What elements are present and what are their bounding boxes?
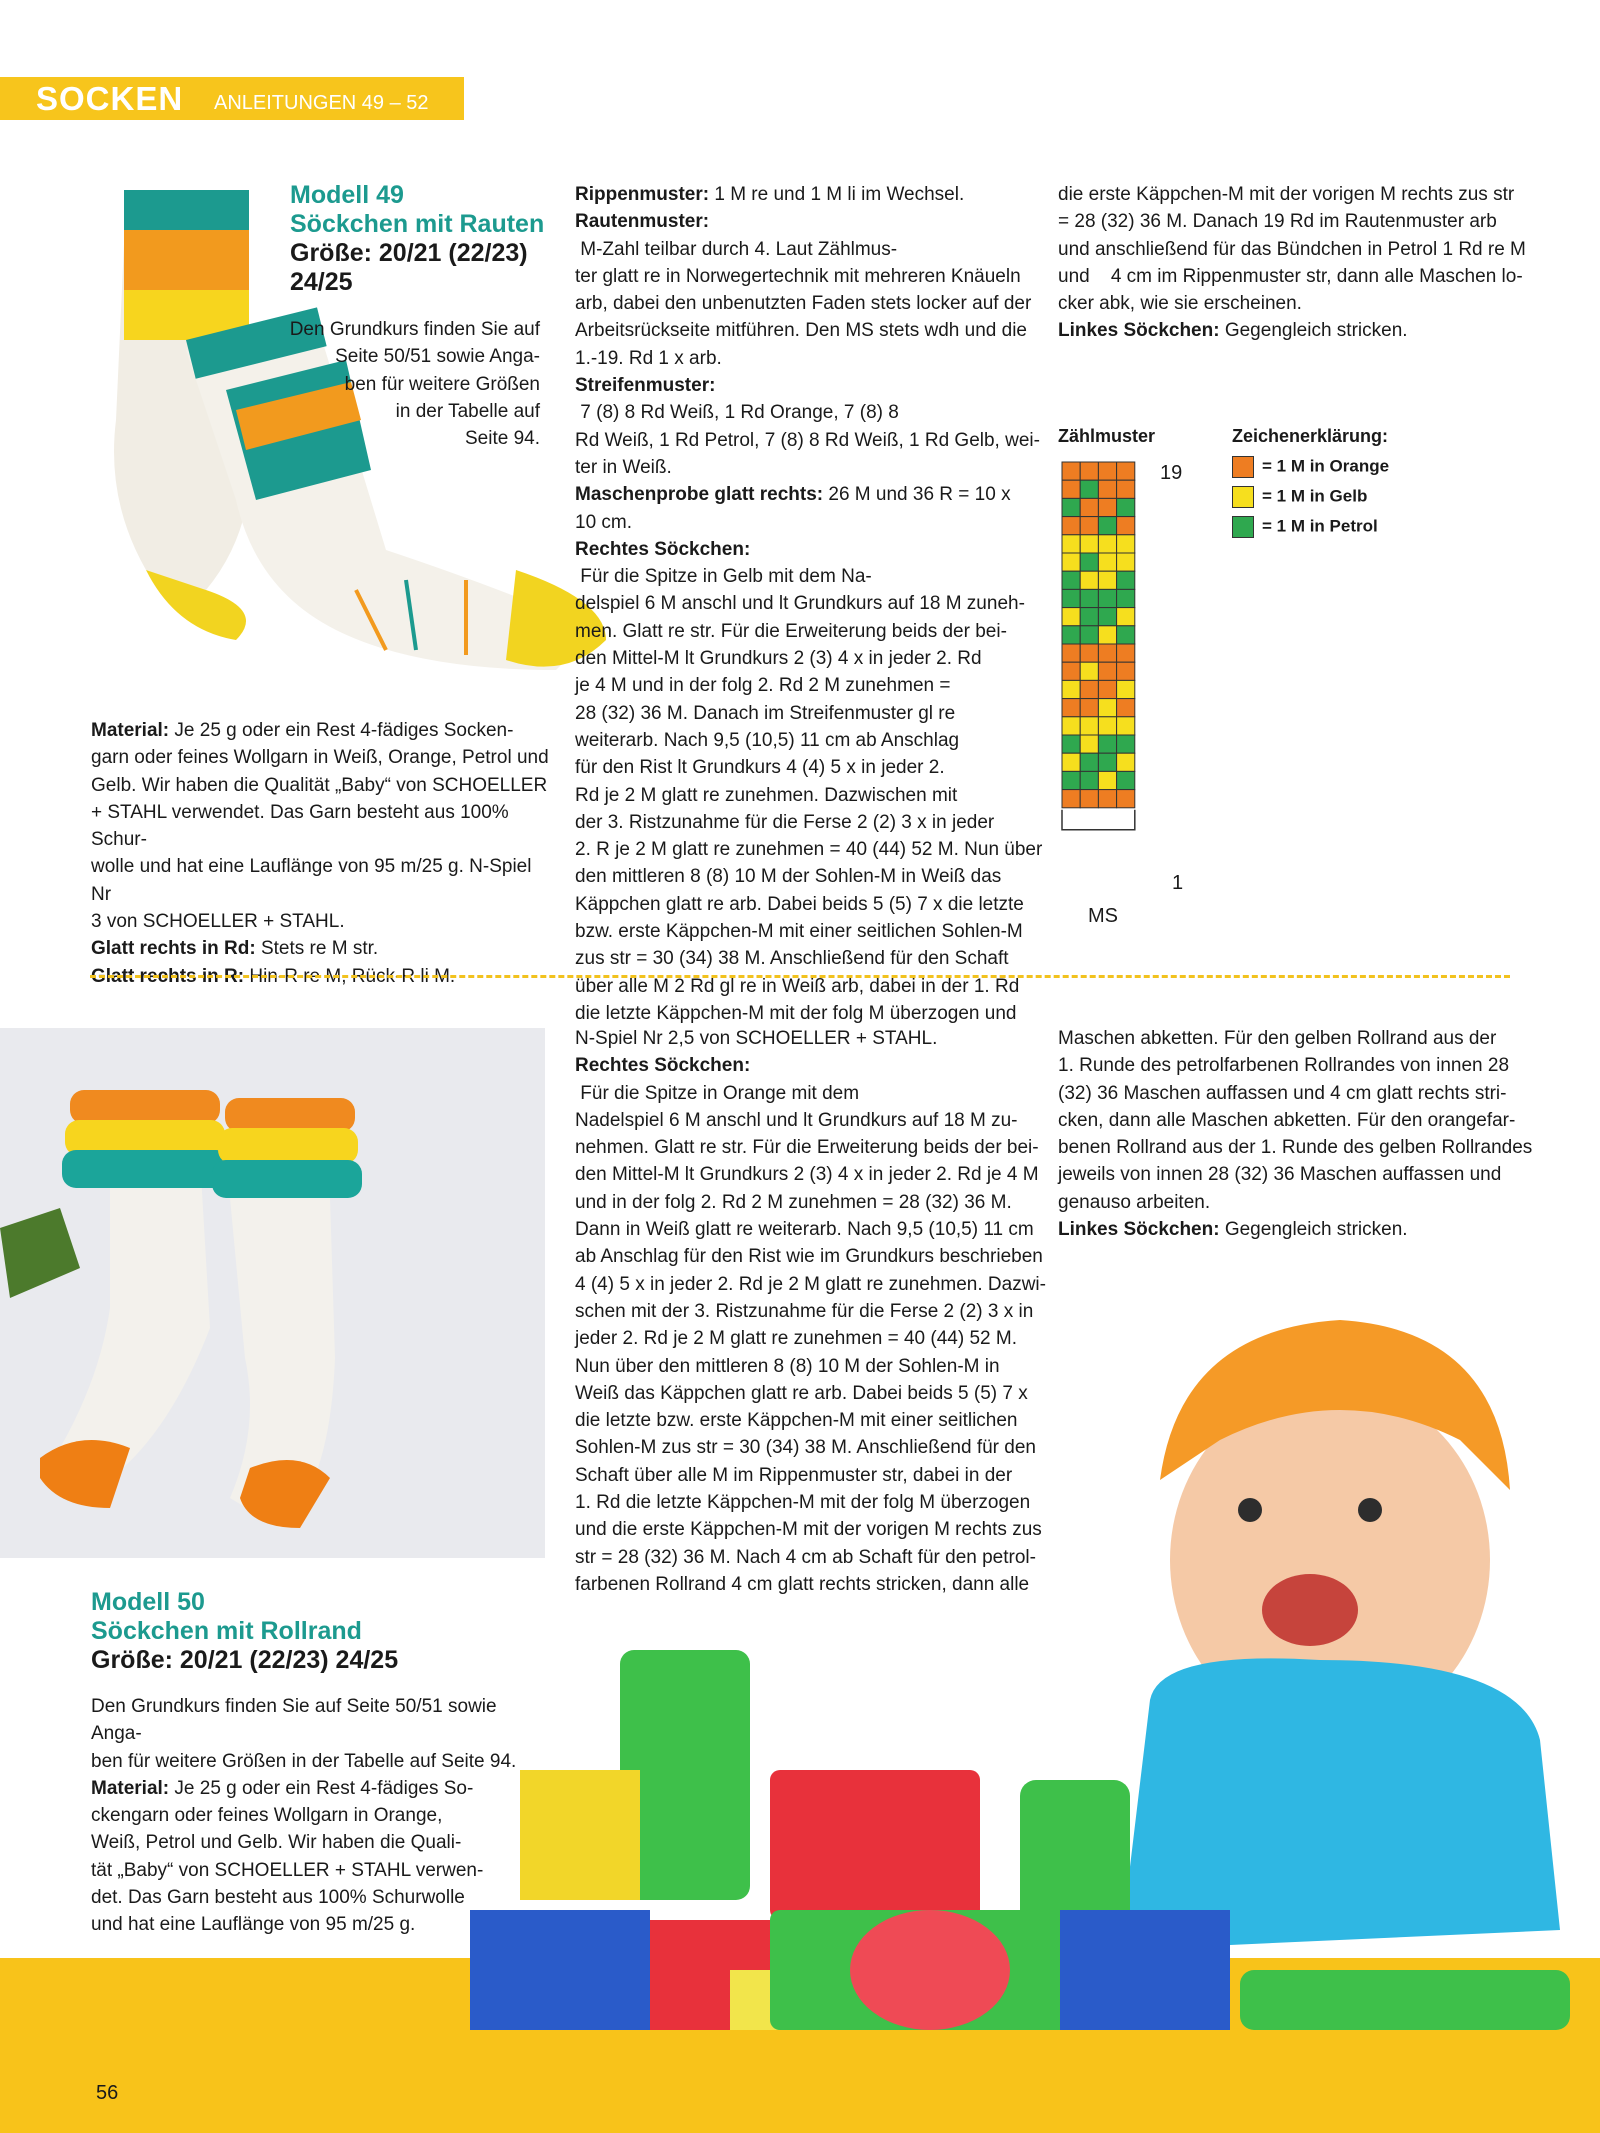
chart-cell (1117, 644, 1135, 662)
chart-cell (1098, 680, 1116, 698)
text-line (575, 918, 1025, 945)
page-number: 56 (96, 2082, 119, 2104)
text-span: genauso arbeiten. (1058, 1191, 1211, 1213)
model-49-size-line2: 24/25 (290, 268, 353, 296)
chart-cell (1080, 480, 1098, 498)
text-span: delspiel 6 M anschl und lt Grundkurs auf 18 M zuneh- (575, 593, 1025, 615)
chart-cell (1062, 644, 1080, 662)
legend-item-orange (1232, 456, 1389, 478)
text-line: Gelb. Wir haben die Qualität „Baby“ von SCHOELLER (91, 774, 548, 796)
label-bold: Linkes Söckchen: (1058, 320, 1220, 342)
chart-cell (1062, 735, 1080, 753)
chart-cell (1080, 771, 1098, 789)
section-divider (90, 975, 1510, 978)
text-span: Dann in Weiß glatt re weiterarb. Nach 9,5 (10,5) 11 cm (575, 1219, 1034, 1241)
text-line (575, 1052, 1025, 1107)
text-span: für den Rist lt Grundkurs 4 (4) 5 x in jeder 2. (575, 757, 945, 779)
text-line (91, 935, 551, 962)
text-line (1058, 208, 1513, 235)
chart-cell (1062, 717, 1080, 735)
chart-cell (1062, 498, 1080, 516)
chart-row-bottom-label: 1 (1172, 872, 1184, 894)
label-bold: Rautenmuster: (575, 211, 710, 233)
text-span: und die erste Käppchen-M mit der vorigen M rechts zus (575, 1519, 1042, 1541)
chart-row-top-label: 19 (1160, 462, 1183, 484)
model-50-number: Modell 50 (91, 1588, 205, 1616)
text-line (1058, 1134, 1533, 1161)
text-line (575, 290, 1032, 317)
text-line (575, 345, 1025, 372)
text-line (575, 809, 1025, 836)
text-span: N-Spiel Nr 2,5 von SCHOELLER + STAHL. (575, 1028, 938, 1049)
chart-cell (1080, 626, 1098, 644)
text-span: (32) 36 Maschen auffassen und 4 cm glatt rechts stri- (1058, 1082, 1507, 1104)
text-line (575, 700, 1025, 727)
model-49-intro (250, 316, 540, 452)
chart-cell (1080, 717, 1098, 735)
text-span: bzw. erste Käppchen-M mit einer seitlichen Sohlen-M (575, 921, 1023, 943)
repeat-bracket (1062, 810, 1135, 830)
chart-cell (1062, 571, 1080, 589)
chart-cell (1098, 517, 1116, 535)
text-line (575, 536, 1025, 591)
text-span: den Mittel-M lt Grundkurs 2 (3) 4 x in jeder 2. Rd je 4 M (575, 1164, 1039, 1186)
label-bold: Glatt rechts in R: (91, 965, 245, 987)
text-line: Den Grundkurs finden Sie auf Seite 50/51 sowie Anga- (91, 1696, 497, 1745)
chart-cell (1062, 771, 1080, 789)
text-line: Weiß, Petrol und Gelb. Wir haben die Quali- (91, 1832, 462, 1854)
chart-cell (1117, 553, 1135, 571)
intro-line: Seite 94. (465, 428, 540, 450)
chart-cell (1098, 535, 1116, 553)
chart-cell (1117, 771, 1135, 789)
text-line (575, 672, 1025, 699)
legend-label: = 1 M in Petrol (1262, 516, 1378, 536)
text-line (1058, 1052, 1513, 1079)
chart-cell (1098, 498, 1116, 516)
text-span: je 4 M und in der folg 2. Rd 2 M zunehmen = (575, 675, 951, 697)
section-title: SOCKEN (36, 80, 184, 117)
text-span: 1. Runde des petrolfarbenen Rollrandes von innen 28 (1058, 1055, 1510, 1077)
text-line (575, 454, 1025, 481)
text-span: Arbeitsrückseite mitführen. Den MS stets wdh und die (575, 320, 1027, 342)
text-span: 26 M und 36 R = 10 x (823, 484, 1011, 506)
intro-line: ben für weitere Größen (344, 373, 540, 395)
text-line (575, 181, 1025, 208)
text-span: Für die Spitze in Gelb mit dem Na- (575, 566, 872, 588)
chart-cell (1117, 626, 1135, 644)
text-line (575, 481, 1025, 508)
text-span: Nun über den mittleren 8 (8) 10 M der Sohlen-M in (575, 1355, 1000, 1377)
text-line: und hat eine Lauflänge von 95 m/25 g. (91, 1914, 416, 1936)
text-span: jeder 2. Rd je 2 M glatt re zunehmen = 40 (44) 52 M. (575, 1328, 1017, 1350)
chart-title: Zählmuster (1058, 426, 1156, 446)
label-bold: Streifenmuster: (575, 375, 716, 397)
chart-cell (1117, 680, 1135, 698)
chart-cell (1117, 498, 1135, 516)
text-span: die letzte bzw. erste Käppchen-M mit einer seitlichen (575, 1410, 1018, 1432)
chart-cell (1062, 662, 1080, 680)
chart-cell (1117, 699, 1135, 717)
chart-cell (1080, 589, 1098, 607)
intro-line: Seite 50/51 sowie Anga- (335, 346, 540, 368)
text-line (575, 263, 1025, 290)
label-bold: Maschenprobe glatt rechts: (575, 484, 824, 506)
legend-title: Zeichenerklärung: (1232, 426, 1389, 446)
section-subtitle: ANLEITUNGEN 49 – 52 (214, 92, 429, 114)
model-49-name: Söckchen mit Rauten (290, 210, 545, 238)
text-line (1058, 1107, 1516, 1134)
text-span: Je 25 g oder ein Rest 4-fädiges Socken- (169, 720, 514, 741)
text-line (575, 1000, 1025, 1027)
text-span: 1. Rd die letzte Käppchen-M mit der folg M überzogen (575, 1492, 1031, 1514)
chart-cell (1098, 735, 1116, 753)
text-span: Sohlen-M zus str = 30 (34) 38 M. Anschließend für den (575, 1437, 1036, 1459)
text-span: und in der folg 2. Rd 2 M zunehmen = 28 (32) 36 M. (575, 1191, 1012, 1213)
label-bold: Linkes Söckchen: (1058, 1219, 1220, 1241)
text-line (575, 317, 1025, 344)
chart-cell (1117, 462, 1135, 480)
text-span: Für die Spitze in Orange mit dem (575, 1082, 860, 1104)
text-line (1058, 181, 1513, 208)
text-line (575, 208, 1025, 263)
legend-label: = 1 M in Gelb (1262, 486, 1368, 506)
chart-cell (1062, 589, 1080, 607)
text-line (575, 372, 1025, 427)
text-line (575, 727, 1025, 754)
chart-cell (1117, 717, 1135, 735)
text-span: men. Glatt re str. Für die Erweiterung beids der bei- (575, 620, 1007, 642)
text-span: 1 M re und 1 M li im Wechsel. (709, 184, 965, 205)
label-bold: Glatt rechts in Rd: (91, 938, 256, 960)
text-span: Schaft über alle M im Rippenmuster str, dabei in der (575, 1464, 1013, 1486)
chart-cell (1062, 535, 1080, 553)
model-49-column-3 (1058, 181, 1526, 345)
chart-cell (1098, 790, 1116, 808)
text-span: nehmen. Glatt re str. Für die Erweiterung beids der bei- (575, 1137, 1039, 1159)
text-span: und 4 cm im Rippenmuster str, dann alle Maschen lo- (1058, 265, 1523, 287)
chart-cell (1080, 644, 1098, 662)
text-span: zus str = 30 (34) 38 M. Anschließend für den Schaft (575, 948, 1009, 970)
model-50-column-3 (1058, 1025, 1533, 1243)
toy-blocks-photo (460, 1270, 1600, 2030)
text-line (575, 1025, 1025, 1052)
chart-cell (1080, 553, 1098, 571)
text-span: str = 28 (32) 36 M. Nach 4 cm ab Schaft für den petrol- (575, 1546, 1036, 1568)
text-span: arb, dabei den unbenutzten Faden stets locker auf der (575, 293, 1032, 315)
chart-cell (1117, 589, 1135, 607)
text-line (1058, 1161, 1513, 1188)
text-line (575, 945, 1025, 972)
text-span: den Mittel-M lt Grundkurs 2 (3) 4 x in jeder 2. Rd (575, 648, 982, 670)
text-line (1058, 290, 1513, 317)
text-line (575, 1134, 1039, 1161)
text-line (575, 645, 1025, 672)
text-line: 3 von SCHOELLER + STAHL. (91, 911, 345, 933)
pattern-chart (1050, 456, 1183, 941)
text-span: cken, dann alle Maschen abketten. Für den orangefar- (1058, 1109, 1516, 1131)
yellow-swatch (1232, 486, 1254, 508)
text-span: M-Zahl teilbar durch 4. Laut Zählmus- (575, 238, 898, 260)
text-line (575, 1216, 1034, 1243)
chart-cell (1062, 790, 1080, 808)
chart-cell (1062, 753, 1080, 771)
chart-cell (1098, 753, 1116, 771)
chart-cell (1098, 717, 1116, 735)
model-49-material (91, 717, 551, 990)
text-span: 10 cm. (575, 511, 633, 533)
text-line (575, 1243, 1043, 1270)
orange-swatch (1232, 456, 1254, 478)
text-line (575, 754, 1025, 781)
chart-cell (1080, 662, 1098, 680)
text-line (575, 863, 1025, 890)
chart-cell (1098, 608, 1116, 626)
text-span: Gegengleich stricken. (1219, 320, 1408, 342)
text-line (575, 618, 1025, 645)
chart-cell (1080, 462, 1098, 480)
text-span: cker abk, wie sie erscheinen. (1058, 293, 1302, 315)
text-line (575, 1107, 1025, 1134)
text-span: ter in Weiß. (575, 456, 672, 478)
chart-cell (1098, 644, 1116, 662)
text-line (1058, 236, 1526, 263)
chart-cell (1117, 735, 1135, 753)
chart-cell (1080, 535, 1098, 553)
text-span: 2. R je 2 M glatt re zunehmen = 40 (44) 52 M. Nun über (575, 839, 1043, 861)
chart-cell (1080, 735, 1098, 753)
label-bold: Rechtes Söckchen: (575, 1055, 751, 1077)
text-span: den mittleren 8 (8) 10 M der Sohlen-M in Weiß das (575, 866, 1002, 888)
chart-cell (1080, 571, 1098, 589)
label-bold: Rippenmuster: (575, 184, 710, 205)
text-span: Stets re M str. (255, 938, 379, 960)
text-span: Käppchen glatt re arb. Dabei beids 5 (5) 7 x die letzte (575, 893, 1024, 915)
text-line: det. Das Garn besteht aus 100% Schurwolle (91, 1887, 465, 1909)
chart-cell (1062, 553, 1080, 571)
chart-cell (1062, 608, 1080, 626)
text-span: 1.-19. Rd 1 x arb. (575, 347, 722, 369)
text-span: benen Rollrand aus der 1. Runde des gelben Rollrandes (1058, 1137, 1533, 1159)
text-line (575, 836, 1043, 863)
model-49-number: Modell 49 (290, 181, 404, 209)
text-span: 28 (32) 36 M. Danach im Streifenmuster gl re (575, 702, 956, 724)
text-span: Nadelspiel 6 M anschl und lt Grundkurs auf 18 M zu- (575, 1109, 1018, 1131)
chart-cell (1117, 662, 1135, 680)
text-line: garn oder feines Wollgarn in Weiß, Orange, Petrol und (91, 747, 549, 769)
chart-cell (1062, 462, 1080, 480)
text-line (575, 1161, 1039, 1188)
text-span: schen mit der 3. Ristzunahme für die Ferse 2 (2) 3 x in (575, 1300, 1034, 1322)
text-line (1058, 317, 1513, 344)
text-span: die erste Käppchen-M mit der vorigen M rechts zus str (1058, 184, 1515, 205)
text-line: + STAHL verwendet. Das Garn besteht aus 100% Schur- (91, 801, 509, 851)
chart-cell (1080, 753, 1098, 771)
chart-cell (1080, 790, 1098, 808)
text-span: = 28 (32) 36 M. Danach 19 Rd im Rautenmuster arb (1058, 211, 1497, 233)
legend-item-petrol (1232, 516, 1378, 538)
text-span: die letzte Käppchen-M mit der folg M überzogen und (575, 1002, 1017, 1024)
text-span: Hin-R re M, Rück-R li M. (244, 965, 456, 987)
text-line (1058, 263, 1523, 290)
text-span: Weiß das Käppchen glatt re arb. Dabei beids 5 (5) 7 x (575, 1382, 1028, 1404)
text-span: weiterarb. Nach 9,5 (10,5) 11 cm ab Anschlag (575, 729, 960, 751)
chart-cell (1117, 535, 1135, 553)
label-bold: Material: (91, 720, 170, 741)
green-swatch (1232, 516, 1254, 538)
chart-cell (1117, 571, 1135, 589)
text-line (1058, 1216, 1513, 1243)
intro-line: in der Tabelle auf (395, 400, 540, 422)
text-span: jeweils von innen 28 (32) 36 Maschen auffassen und (1058, 1164, 1502, 1186)
text-span: ter glatt re in Norwegertechnik mit mehreren Knäueln (575, 265, 1021, 287)
chart-cell (1117, 753, 1135, 771)
text-span: Je 25 g oder ein Rest 4-fädiges So- (169, 1777, 474, 1799)
model-49-column-2 (575, 181, 1043, 1027)
text-span: Gegengleich stricken. (1219, 1219, 1408, 1241)
chart-cell (1062, 480, 1080, 498)
chart-cell (1098, 662, 1116, 680)
chart-cell (1117, 480, 1135, 498)
chart-cell (1098, 626, 1116, 644)
text-line: ben für weitere Größen in der Tabelle auf Seite 94. (91, 1750, 517, 1772)
chart-cell (1062, 699, 1080, 717)
text-line (1058, 1025, 1513, 1052)
chart-cell (1098, 589, 1116, 607)
model-49-size-line1: Größe: 20/21 (22/23) (290, 239, 528, 267)
text-span: 4 (4) 5 x in jeder 2. Rd je 2 M glatt re zunehmen. Dazwi- (575, 1273, 1046, 1295)
chart-cell (1062, 626, 1080, 644)
model-50-size: Größe: 20/21 (22/23) 24/25 (91, 1646, 399, 1674)
chart-cell (1117, 790, 1135, 808)
chart-cell (1062, 517, 1080, 535)
chart-cell (1080, 680, 1098, 698)
chart-cell (1062, 680, 1080, 698)
text-line (1058, 1080, 1513, 1107)
legend-item-yellow (1232, 486, 1367, 508)
chart-cell (1098, 571, 1116, 589)
text-span: Maschen abketten. Für den gelben Rollrand aus der (1058, 1028, 1497, 1049)
text-line: tät „Baby“ von SCHOELLER + STAHL verwen- (91, 1859, 484, 1881)
text-line (575, 782, 1025, 809)
label-bold: Material: (91, 1777, 170, 1799)
chart-repeat-label: MS (1088, 905, 1118, 927)
chart-cell (1098, 699, 1116, 717)
text-span: 7 (8) 8 Rd Weiß, 1 Rd Orange, 7 (8) 8 (575, 402, 899, 424)
text-line (1058, 1189, 1513, 1216)
chart-cell (1098, 480, 1116, 498)
text-line (575, 1189, 1025, 1216)
text-span: über alle M 2 Rd gl re in Weiß arb, dabei in der 1. Rd (575, 975, 1020, 997)
text-span: der 3. Ristzunahme für die Ferse 2 (2) 3 x in jeder (575, 811, 995, 833)
chart-cell (1080, 517, 1098, 535)
chart-cell (1117, 517, 1135, 535)
chart-cell (1098, 771, 1116, 789)
text-span: Rd Weiß, 1 Rd Petrol, 7 (8) 8 Rd Weiß, 1 Rd Gelb, wei- (575, 429, 1040, 451)
text-span: Rd je 2 M glatt re zunehmen. Dazwischen mit (575, 784, 958, 806)
text-line (575, 590, 1025, 617)
text-span: ab Anschlag für den Rist wie im Grundkurs beschrieben (575, 1246, 1043, 1268)
chart-cell (1080, 608, 1098, 626)
text-span: und anschließend für das Bündchen in Petrol 1 Rd re M (1058, 238, 1526, 260)
text-line (575, 891, 1025, 918)
text-line: wolle und hat eine Lauflänge von 95 m/25 g. N-Spiel Nr (91, 856, 532, 905)
text-line (91, 717, 551, 744)
label-bold: Rechtes Söckchen: (575, 538, 751, 560)
chart-cell (1098, 553, 1116, 571)
text-line (575, 509, 1025, 536)
text-line: ckengarn oder feines Wollgarn in Orange, (91, 1805, 443, 1827)
chart-cell (1080, 699, 1098, 717)
chart-cell (1117, 608, 1135, 626)
chart-cell (1080, 498, 1098, 516)
chart-cell (1098, 462, 1116, 480)
legend-label: = 1 M in Orange (1262, 456, 1390, 476)
text-line (575, 427, 1040, 454)
model-50-name: Söckchen mit Rollrand (91, 1617, 362, 1645)
intro-line: Den Grundkurs finden Sie auf (289, 319, 540, 340)
text-span: farbenen Rollrand 4 cm glatt rechts stricken, dann alle (575, 1573, 1030, 1595)
